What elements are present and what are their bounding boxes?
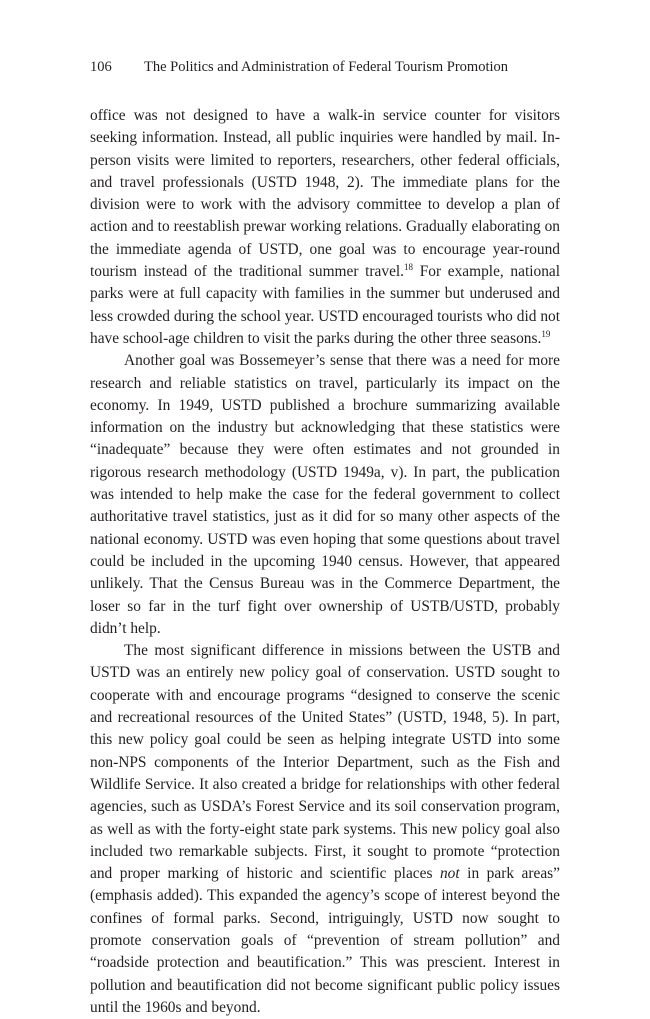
emphasized-word: not [439,865,460,883]
running-title: The Politics and Administration of Federal Tourism Promotion [144,59,509,75]
running-header [90,59,560,76]
paragraph-1 [90,105,560,350]
endnote-marker-19: 19 [541,328,551,339]
paragraph-1-text: office was not designed to have a walk-in service counter for visitors seeking information. Instead, all public inquiries were handled by mail. In-person visits were limited to reporters, researchers, other federal officials, and travel professionals (USTD 1948, 2). The immediate plans for the division were to work with the advisory committee to develop a plan of action and to reestablish prewar working relations. Gradually elaborating on the immediate agenda of USTD, one goal was to encourage year-round tourism instead of the traditional summer travel. [90,107,560,281]
paragraph-3-text-continued: in park areas” (emphasis added). This expanded the agency’s scope of interest beyond the confines of formal parks. Second, intriguingly, USTD now sought to promote conservation goals of “prevention of stream pollution” and “roadside protection and beautification.” This was prescient. Interest in pollution and beautification did not become significant public policy issues until the 1960s and beyond. [90,865,560,1016]
page-number: 106 [90,59,112,75]
paragraph-3-text: The most significant difference in missions between the USTB and USTD was an entirely new policy goal of conservation. USTD sought to cooperate with and encourage programs “designed to conserve the scenic and recreational resources of the United States” (USTD, 1948, 5). In part, this new policy goal could be seen as helping integrate USTD into some non-NPS components of the Interior Department, such as the Fish and Wildlife Service. It also created a bridge for relationships with other federal agencies, such as USDA’s Forest Service and its soil conservation program, as well as with the forty-eight state park systems. This new policy goal also included two remarkable subjects. First, it sought to promote “protection and proper marking of historic and scientific places [90,642,560,883]
paragraph-1-text-continued: For example, national parks were at full capacity with families in the summer but underused and less crowded during the school year. USTD encouraged tourists who did not have school-age children to visit the parks during the other three seasons. [90,263,560,347]
paragraph-2: Another goal was Bossemeyer’s sense that there was a need for more research and reliable statistics on travel, particularly its impact on the economy. In 1949, USTD published a brochure summarizing available information on the industry but acknowledging that these statistics were “inadequate” because they were often estimates and not grounded in rigorous research methodology (USTD 1949a, v). In part, the publication was intended to help make the case for the federal government to collect authoritative travel statistics, just as it did for so many other aspects of the national economy. USTD was even hoping that some questions about travel could be included in the upcoming 1940 census. However, that appeared unlikely. That the Census Bureau was in the Commerce Department, the loser so far in the turf fight over ownership of USTB/USTD, probably didn’t help. [90,352,560,637]
body-text [90,105,560,1019]
paragraph-3 [90,640,560,1019]
endnote-marker-18: 18 [404,261,414,272]
